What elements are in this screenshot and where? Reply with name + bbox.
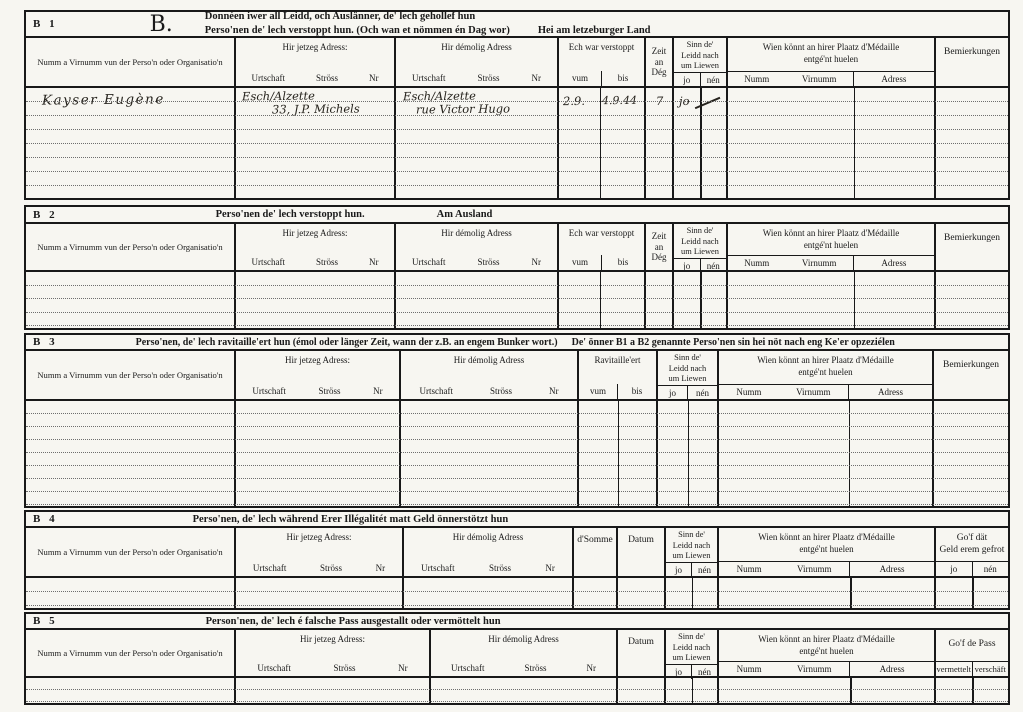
b1-title-bar xyxy=(26,12,1008,38)
stross-label: Ströss xyxy=(477,73,500,83)
stross-label: Ströss xyxy=(315,73,338,83)
verschaft-label: verschäft xyxy=(974,664,1006,674)
b3-col-medal-recipient-header: Wien könnt an hirer Plaatz d'Médaille entgé'nt huelen Numm Virnumm Adress xyxy=(719,351,934,399)
b2-rows xyxy=(26,272,1008,328)
b4-col-amount-header: d'Somme xyxy=(574,528,618,576)
bis-label: bis xyxy=(617,73,629,83)
hidden-period-label: Ech war verstoppt xyxy=(568,42,635,52)
b3-section-label: B 3 xyxy=(33,336,58,348)
entry-days: 7 xyxy=(655,93,664,109)
b2-col-former-address-header: Hir démolig Adress Urtschaft Ströss Nr xyxy=(396,224,559,270)
nen-label: nén xyxy=(706,74,720,85)
section-b5 xyxy=(24,612,1010,705)
b2-title-suffix: Am Ausland xyxy=(436,209,493,220)
b4-col-medal-recipient-header: Wien könnt an hirer Plaatz d'Médaille entgé'nt huelen Numm Virnumm Adress xyxy=(719,528,936,576)
urtschaft-label: Urtschaft xyxy=(251,73,285,83)
b1-col-name-header: Numm a Virnumm vun der Perso'n oder Organisatio'n xyxy=(26,38,236,86)
b5-rows xyxy=(26,678,1008,703)
b2-col-hidden-period-header: Ech war verstoppt vum bis xyxy=(559,224,646,270)
b5-col-date-header: Datum xyxy=(618,630,666,676)
b4-title-bar xyxy=(26,512,1008,528)
b4-col-name-header: Numm a Virnumm vun der Perso'n oder Organisatio'n xyxy=(26,528,236,576)
b2-title-bar xyxy=(26,207,1008,224)
b3-title-bar xyxy=(26,335,1008,351)
jo-label: jo xyxy=(674,73,701,87)
gof-geld-line1: Go'f dät xyxy=(956,533,988,543)
b1-col-days-header xyxy=(646,38,674,86)
b3-col-remarks-header: Bemierkungen xyxy=(943,360,999,370)
b4-col-current-address-header: Hir jetzeg Adress: Urtschaft Ströss Nr xyxy=(236,528,404,576)
b2-col-current-address-header: Hir jetzeg Adress: Urtschaft Ströss Nr xyxy=(236,224,396,270)
former-address-label: Hir démolig Adress xyxy=(441,42,512,52)
b4-rows xyxy=(26,578,1008,608)
ravitailleert-label: Ravitaille'ert xyxy=(594,355,641,365)
b2-column-headers xyxy=(26,224,1008,272)
b1-section-label: B 1 xyxy=(33,18,58,30)
b3-col-former-address-header: Hir démolig Adress Urtschaft Ströss Nr xyxy=(401,351,579,399)
b5-col-alive-header: Sinn de' Leidd nach um Liewen jo nén xyxy=(666,630,719,676)
entry-former-address-line1: Esch/Alzette xyxy=(402,88,476,104)
section-b4 xyxy=(24,510,1010,610)
b2-section-label: B 2 xyxy=(33,208,58,221)
b3-col-alive-header: Sinn de' Leidd nach um Liewen jo nén xyxy=(658,351,719,399)
entry-name: Kayser Eugène xyxy=(41,91,165,109)
b2-col-days-header: Zeit an Dég xyxy=(646,224,674,270)
entry-current-address-line2: 33, J.P. Michels xyxy=(271,101,360,117)
b1-col-former-address-header xyxy=(396,38,559,86)
entry-vum: 2.9. xyxy=(562,93,586,109)
b1-rows-remarks xyxy=(936,88,1008,198)
b1-titles xyxy=(205,12,651,38)
b2-col-medal-recipient-header: Wien könnt an hirer Plaatz d'Médaille entgé'nt huelen Numm Virnumm Adress xyxy=(728,224,936,270)
b2-col-remarks-header: Bemierkungen xyxy=(944,233,1000,243)
b1-rows-medal-recipient xyxy=(728,88,936,198)
zeit-label: Zeit xyxy=(651,46,667,57)
b2-col-name-header: Numm a Virnumm vun der Perso'n oder Organisatio'n xyxy=(26,224,236,270)
b1-rows xyxy=(26,88,1008,198)
virnumm-label: Virnumm xyxy=(801,74,837,84)
an-label: an xyxy=(654,56,664,67)
b5-title: Person'nen, de' lech é falsche Pass ausgestallt oder vermöttelt hun xyxy=(205,615,501,627)
b3-column-headers xyxy=(26,351,1008,401)
current-address-label: Hir jetzeg Adress: xyxy=(282,42,348,52)
urtschaft-label: Urtschaft xyxy=(411,73,446,83)
b1-col-current-address-header xyxy=(236,38,396,86)
b2-title: Perso'nen de' lech verstoppt hun. xyxy=(215,209,365,220)
b3-col-supplied-period-header: Ravitaille'ert vum bis xyxy=(579,351,658,399)
b5-col-pass-header xyxy=(936,630,1008,676)
b4-title: Perso'nen, de' lech während Erer Illégalitét matt Geld önnerstötzt hun xyxy=(192,513,509,525)
b1-title-suffix: Hei am letzeburger Land xyxy=(537,25,651,36)
b5-col-name-header: Numm a Virnumm vun der Perso'n oder Organisatio'n xyxy=(26,630,236,676)
b1-col-alive-header: Sinn de' Leidd nach um Liewen jo nén xyxy=(674,38,728,86)
b5-col-medal-recipient-header: Wien könnt an hirer Plaatz d'Médaille entgé'nt huelen Numm Virnumm Adress xyxy=(719,630,936,676)
adress-label: Adress xyxy=(881,74,907,84)
form-b xyxy=(24,10,1010,705)
b4-column-headers xyxy=(26,528,1008,578)
entry-former-address-line2: rue Victor Hugo xyxy=(415,101,511,117)
b1-column-headers xyxy=(26,38,1008,88)
medal-label-line2: entgé'nt huelen xyxy=(803,53,859,64)
section-b3 xyxy=(24,333,1010,508)
b4-col-date-header: Datum xyxy=(618,528,666,576)
b4-col-former-address-header: Hir démolig Adress Urtschaft Ströss Nr xyxy=(404,528,574,576)
vum-label: vum xyxy=(559,71,602,86)
b4-col-money-asked-header: Go'f dät Geld erem gefrot jo nén xyxy=(936,528,1008,576)
b4-section-label: B 4 xyxy=(33,513,58,525)
section-b1 xyxy=(24,10,1010,200)
entry-jo: jo xyxy=(678,93,690,109)
big-letter-b: B. xyxy=(149,12,173,37)
b1-col-remarks-header: Bemierkungen xyxy=(944,47,1000,57)
b5-title-bar xyxy=(26,614,1008,630)
nr-label: Nr xyxy=(368,73,379,83)
section-b2 xyxy=(24,205,1010,330)
entry-bis: 4.9.44 xyxy=(601,93,638,108)
b5-column-headers xyxy=(26,630,1008,678)
medal-label-line1: Wien könnt an hirer Plaatz d'Médaille xyxy=(762,42,900,52)
entry-current-address-line1: Esch/Alzette xyxy=(241,88,315,104)
gof-geld-line2: Geld erem gefrot xyxy=(939,545,1005,556)
b3-col-current-address-header: Hir jetzeg Adress: Urtschaft Ströss Nr xyxy=(236,351,401,399)
numm-label: Numm xyxy=(744,74,770,84)
nr-label: Nr xyxy=(531,73,541,83)
b1-col-hidden-period-header xyxy=(559,38,646,86)
b1-col-medal-recipient-header xyxy=(728,38,936,86)
b4-col-alive-header: Sinn de' Leidd nach um Liewen jo nén xyxy=(666,528,719,576)
b3-title-suffix: De' önner B1 a B2 genannte Perso'nen sin hei nöt nach eng Ke'er opzeziélen xyxy=(571,336,895,348)
b3-rows xyxy=(26,401,1008,506)
b5-section-label: B 5 xyxy=(33,615,58,627)
b5-col-former-address-header: Hir démolig Adress Urtschaft Ströss Nr xyxy=(431,630,618,676)
b3-title: Perso'nen, de' lech ravitaille'ert hun (émol oder länger Zeit, wann der z.B. an engem Bunker wort.) xyxy=(135,336,558,348)
gof-pass-label: Go'f de Pass xyxy=(948,639,996,649)
b1-title-line2: Perso'nen de' lech verstoppt hun. (Och wan et nömmen én Dag wor) xyxy=(204,25,510,36)
b2-col-alive-header: Sinn de' Leidd nach um Liewen jo nén xyxy=(674,224,728,270)
vermettelt-label: vermettelt xyxy=(936,664,971,674)
b5-col-current-address-header: Hir jetzeg Adress: Urtschaft Ströss Nr xyxy=(236,630,431,676)
b3-col-name-header: Numm a Virnumm vun der Perso'n oder Organisatio'n xyxy=(26,351,236,399)
deg-label: Dég xyxy=(651,67,667,78)
b1-title-line1: Donnéen iwer all Leidd, och Auslänner, de' lech gehollef hun xyxy=(204,12,476,23)
